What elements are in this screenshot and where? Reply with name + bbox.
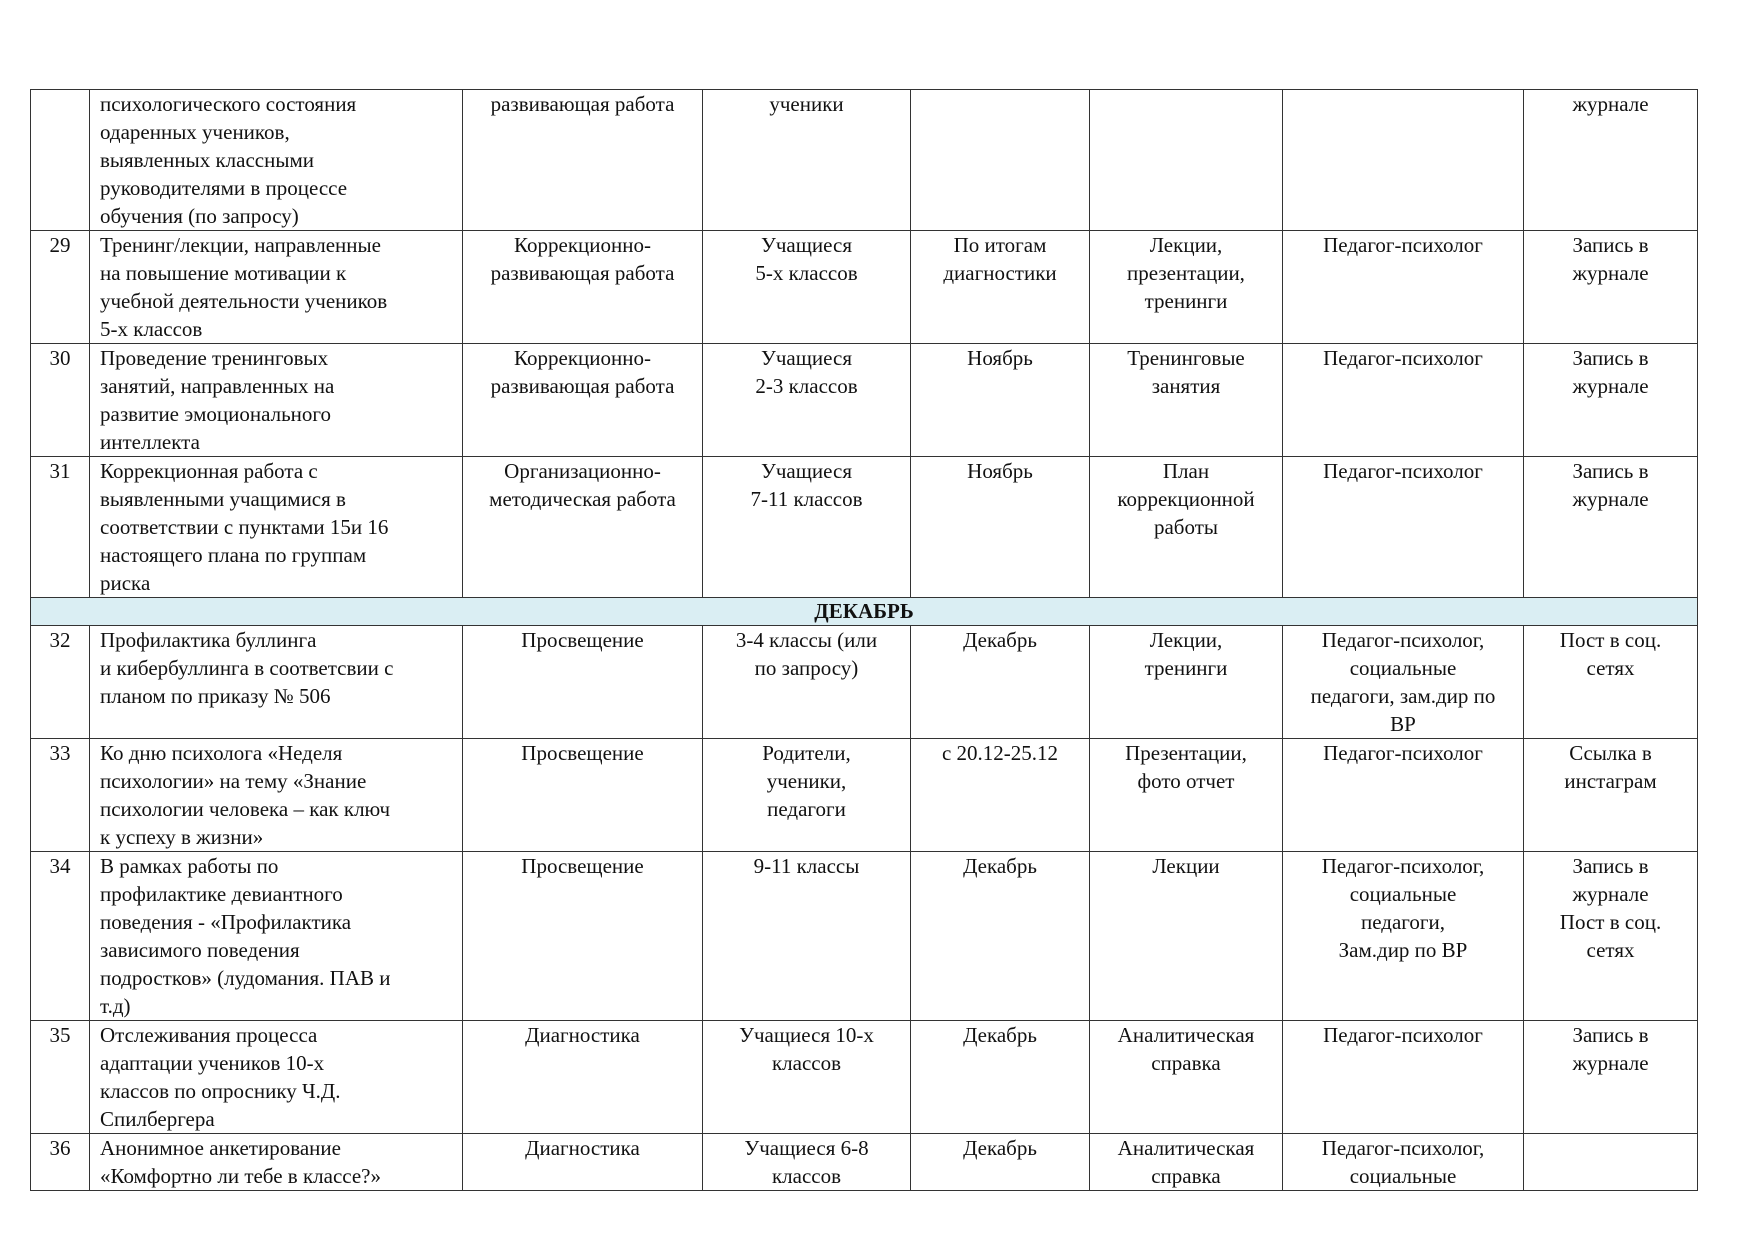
cell-line: профилактике девиантного xyxy=(100,882,343,906)
cell-line: Просвещение xyxy=(521,628,644,652)
cell-work-type xyxy=(463,90,703,231)
table-row xyxy=(31,1021,1698,1134)
cell-line: Педагог-психолог xyxy=(1323,741,1483,765)
cell-line: «Комфортно ли тебе в классе?» xyxy=(100,1164,381,1188)
cell-responsible xyxy=(1283,852,1524,1021)
cell-line: социальные xyxy=(1349,656,1457,680)
cell-audience xyxy=(703,1021,911,1134)
cell-line: Лекции, xyxy=(1149,628,1223,652)
cell-line: ученики, xyxy=(766,769,847,793)
cell-line: Профилактика буллинга xyxy=(100,628,317,652)
cell-line: педагоги, xyxy=(1361,910,1445,934)
cell-activity xyxy=(90,1021,463,1134)
cell-result xyxy=(1524,739,1698,852)
cell-line: зависимого поведения xyxy=(100,938,300,962)
cell-line: 2-3 классов xyxy=(755,374,858,398)
cell-line: В рамках работы по xyxy=(100,854,279,878)
cell-line: 5-х классов xyxy=(100,317,203,341)
table-row xyxy=(31,1134,1698,1191)
cell-line: т.д) xyxy=(100,994,131,1018)
cell-activity xyxy=(90,626,463,739)
cell-line: планом по приказу № 506 xyxy=(100,684,331,708)
cell-line: социальные xyxy=(1349,882,1457,906)
cell-work-type xyxy=(463,231,703,344)
cell-line: Аналитическая xyxy=(1117,1023,1255,1047)
cell-line: 3-4 классы (или xyxy=(735,628,878,652)
cell-line: Лекции, xyxy=(1149,233,1223,257)
cell-line: занятий, направленных на xyxy=(100,374,335,398)
cell-line: Декабрь xyxy=(963,1136,1037,1160)
cell-line: Ссылка в xyxy=(1569,741,1652,765)
table-row xyxy=(31,457,1698,598)
cell-line: и кибербуллинга в соответсвии с xyxy=(100,656,394,680)
cell-audience xyxy=(703,852,911,1021)
cell-line: методическая работа xyxy=(489,487,676,511)
table-row xyxy=(31,739,1698,852)
cell-line: коррекционной xyxy=(1117,487,1255,511)
cell-number: 33 xyxy=(31,739,90,852)
cell-line: журнале xyxy=(1572,487,1649,511)
cell-line: интеллекта xyxy=(100,430,200,454)
cell-line: Учащиеся xyxy=(761,459,852,483)
cell-line: Коррекционная работа с xyxy=(100,459,318,483)
cell-line: поведения - «Профилактика xyxy=(100,910,352,934)
cell-line: риска xyxy=(100,571,151,595)
cell-activity xyxy=(90,852,463,1021)
month-row xyxy=(31,598,1698,626)
cell-line: По итогам xyxy=(953,233,1047,257)
cell-line: Запись в xyxy=(1572,854,1649,878)
cell-period xyxy=(911,231,1090,344)
cell-activity xyxy=(90,1134,463,1191)
cell-period xyxy=(911,739,1090,852)
cell-audience xyxy=(703,626,911,739)
cell-period xyxy=(911,457,1090,598)
cell-line: настоящего плана по группам xyxy=(100,543,367,567)
cell-responsible xyxy=(1283,457,1524,598)
cell-line: Педагог-психолог, xyxy=(1321,854,1485,878)
cell-line: одаренных учеников, xyxy=(100,120,290,144)
cell-work-type xyxy=(463,626,703,739)
cell-number: 35 xyxy=(31,1021,90,1134)
cell-line: Учащиеся 10-х xyxy=(739,1023,874,1047)
cell-line: Анонимное анкетирование xyxy=(100,1136,341,1160)
cell-line: выявленных классными xyxy=(100,148,314,172)
cell-line: Просвещение xyxy=(521,741,644,765)
cell-line: 9-11 классы xyxy=(753,854,860,878)
cell-line: Тренинг/лекции, направленные xyxy=(100,233,381,257)
cell-line: Организационно- xyxy=(504,459,661,483)
cell-line: фото отчет xyxy=(1137,769,1235,793)
cell-line: сетях xyxy=(1586,938,1635,962)
cell-line: ученики xyxy=(769,92,844,116)
cell-line: учебной деятельности учеников xyxy=(100,289,388,313)
cell-responsible xyxy=(1283,231,1524,344)
cell-line: Спилбергера xyxy=(100,1107,215,1131)
cell-line: презентации, xyxy=(1127,261,1245,285)
cell-line: развитие эмоционального xyxy=(100,402,331,426)
plan-table xyxy=(30,89,1698,1191)
table-row xyxy=(31,626,1698,739)
cell-responsible xyxy=(1283,344,1524,457)
cell-line: психологического состояния xyxy=(100,92,357,116)
cell-line: Родители, xyxy=(762,741,851,765)
cell-line: психологии» на тему «Знание xyxy=(100,769,367,793)
cell-line: к успеху в жизни» xyxy=(100,825,264,849)
cell-line: Педагог-психолог xyxy=(1323,1023,1483,1047)
cell-activity xyxy=(90,231,463,344)
cell-result xyxy=(1524,852,1698,1021)
cell-line: Декабрь xyxy=(963,854,1037,878)
cell-line: с 20.12-25.12 xyxy=(941,741,1059,765)
cell-line: Коррекционно- xyxy=(514,233,651,257)
cell-line: журнале xyxy=(1572,261,1649,285)
cell-audience xyxy=(703,344,911,457)
cell-line: Педагог-психолог xyxy=(1323,346,1483,370)
cell-line: соответствии с пунктами 15и 16 xyxy=(100,515,389,539)
cell-line: Педагог-психолог, xyxy=(1321,628,1485,652)
cell-line: по запросу) xyxy=(754,656,859,680)
cell-form xyxy=(1090,90,1283,231)
cell-line: выявленными учащимися в xyxy=(100,487,346,511)
cell-form xyxy=(1090,457,1283,598)
cell-responsible xyxy=(1283,90,1524,231)
cell-audience xyxy=(703,457,911,598)
cell-audience xyxy=(703,1134,911,1191)
cell-line: Диагностика xyxy=(525,1136,640,1160)
cell-period xyxy=(911,344,1090,457)
cell-line: 7-11 классов xyxy=(750,487,863,511)
cell-result xyxy=(1524,1134,1698,1191)
cell-responsible xyxy=(1283,739,1524,852)
cell-line: Ко дню психолога «Неделя xyxy=(100,741,343,765)
cell-period xyxy=(911,626,1090,739)
cell-line: журнале xyxy=(1572,1051,1649,1075)
cell-number: 29 xyxy=(31,231,90,344)
cell-line: Декабрь xyxy=(963,628,1037,652)
table-body-before xyxy=(31,90,1698,598)
cell-audience xyxy=(703,231,911,344)
cell-line: ВР xyxy=(1390,712,1416,736)
cell-line: сетях xyxy=(1586,656,1635,680)
table-row xyxy=(31,231,1698,344)
cell-line: психологии человека – как ключ xyxy=(100,797,391,821)
cell-line: обучения (по запросу) xyxy=(100,204,299,228)
cell-line: Лекции xyxy=(1152,854,1220,878)
cell-line: классов xyxy=(771,1164,842,1188)
cell-work-type xyxy=(463,1134,703,1191)
cell-line: Запись в xyxy=(1572,459,1649,483)
cell-form xyxy=(1090,626,1283,739)
cell-result xyxy=(1524,626,1698,739)
cell-responsible xyxy=(1283,626,1524,739)
cell-line: развивающая работа xyxy=(490,374,675,398)
cell-line: Ноябрь xyxy=(967,346,1033,370)
cell-form xyxy=(1090,231,1283,344)
cell-activity xyxy=(90,739,463,852)
table-row xyxy=(31,344,1698,457)
cell-line: руководителями в процессе xyxy=(100,176,348,200)
cell-line: Учащиеся 6-8 xyxy=(744,1136,869,1160)
cell-line: Зам.дир по ВР xyxy=(1338,938,1468,962)
cell-line: Аналитическая xyxy=(1117,1136,1255,1160)
month-section xyxy=(31,598,1698,626)
cell-line: классов xyxy=(771,1051,842,1075)
cell-line: Запись в xyxy=(1572,1023,1649,1047)
cell-line: журнале xyxy=(1572,374,1649,398)
cell-number xyxy=(31,90,90,231)
cell-work-type xyxy=(463,739,703,852)
table-row xyxy=(31,852,1698,1021)
table-row xyxy=(31,90,1698,231)
document-page xyxy=(30,89,1697,1191)
cell-line: занятия xyxy=(1151,374,1221,398)
cell-form xyxy=(1090,344,1283,457)
cell-number: 31 xyxy=(31,457,90,598)
cell-period xyxy=(911,1134,1090,1191)
cell-work-type xyxy=(463,457,703,598)
cell-line: работы xyxy=(1153,515,1218,539)
cell-line: Пост в соц. xyxy=(1559,628,1662,652)
cell-line: Педагог-психолог, xyxy=(1321,1136,1485,1160)
cell-period xyxy=(911,852,1090,1021)
cell-line: педагоги, зам.дир по xyxy=(1310,684,1496,708)
cell-line: журнале xyxy=(1572,92,1649,116)
cell-line: План xyxy=(1162,459,1210,483)
cell-line: социальные xyxy=(1349,1164,1457,1188)
cell-line: Учащиеся xyxy=(761,346,852,370)
cell-line: Пост в соц. xyxy=(1559,910,1662,934)
cell-audience xyxy=(703,739,911,852)
cell-line: Презентации, xyxy=(1125,741,1247,765)
cell-form xyxy=(1090,1134,1283,1191)
cell-line: 5-х классов xyxy=(755,261,858,285)
cell-line: развивающая работа xyxy=(490,261,675,285)
cell-line: диагностики xyxy=(943,261,1057,285)
cell-number: 34 xyxy=(31,852,90,1021)
cell-line: Проведение тренинговых xyxy=(100,346,329,370)
cell-line: Запись в xyxy=(1572,346,1649,370)
table-body-after xyxy=(31,626,1698,1191)
cell-line: адаптации учеников 10-х xyxy=(100,1051,325,1075)
cell-work-type xyxy=(463,852,703,1021)
cell-line: подростков» (лудомания. ПАВ и xyxy=(100,966,391,990)
cell-line: Тренинговые xyxy=(1127,346,1245,370)
cell-form xyxy=(1090,852,1283,1021)
cell-line: Диагностика xyxy=(525,1023,640,1047)
cell-audience xyxy=(703,90,911,231)
cell-line: Ноябрь xyxy=(967,459,1033,483)
cell-line: справка xyxy=(1151,1164,1221,1188)
cell-line: тренинги xyxy=(1144,289,1228,313)
cell-period xyxy=(911,90,1090,231)
cell-line: Педагог-психолог xyxy=(1323,233,1483,257)
cell-line: на повышение мотивации к xyxy=(100,261,347,285)
cell-line: Просвещение xyxy=(521,854,644,878)
cell-form xyxy=(1090,1021,1283,1134)
cell-line: инстаграм xyxy=(1564,769,1657,793)
cell-number: 36 xyxy=(31,1134,90,1191)
cell-line: журнале xyxy=(1572,882,1649,906)
cell-line: Коррекционно- xyxy=(514,346,651,370)
cell-work-type xyxy=(463,344,703,457)
cell-form xyxy=(1090,739,1283,852)
cell-line: Запись в xyxy=(1572,233,1649,257)
cell-period xyxy=(911,1021,1090,1134)
cell-line: Учащиеся xyxy=(761,233,852,257)
cell-number: 32 xyxy=(31,626,90,739)
month-header: ДЕКАБРЬ xyxy=(31,598,1698,626)
cell-line: тренинги xyxy=(1144,656,1228,680)
cell-line: справка xyxy=(1151,1051,1221,1075)
cell-activity xyxy=(90,90,463,231)
cell-result xyxy=(1524,1021,1698,1134)
cell-responsible xyxy=(1283,1134,1524,1191)
cell-work-type xyxy=(463,1021,703,1134)
cell-result xyxy=(1524,344,1698,457)
cell-result xyxy=(1524,457,1698,598)
cell-result xyxy=(1524,90,1698,231)
cell-activity xyxy=(90,344,463,457)
cell-line: Декабрь xyxy=(963,1023,1037,1047)
cell-line: Отслеживания процесса xyxy=(100,1023,318,1047)
cell-number: 30 xyxy=(31,344,90,457)
cell-activity xyxy=(90,457,463,598)
cell-line: развивающая работа xyxy=(490,92,675,116)
cell-result xyxy=(1524,231,1698,344)
cell-line: классов по опроснику Ч.Д. xyxy=(100,1079,341,1103)
cell-line: педагоги xyxy=(767,797,846,821)
cell-line: Педагог-психолог xyxy=(1323,459,1483,483)
cell-responsible xyxy=(1283,1021,1524,1134)
